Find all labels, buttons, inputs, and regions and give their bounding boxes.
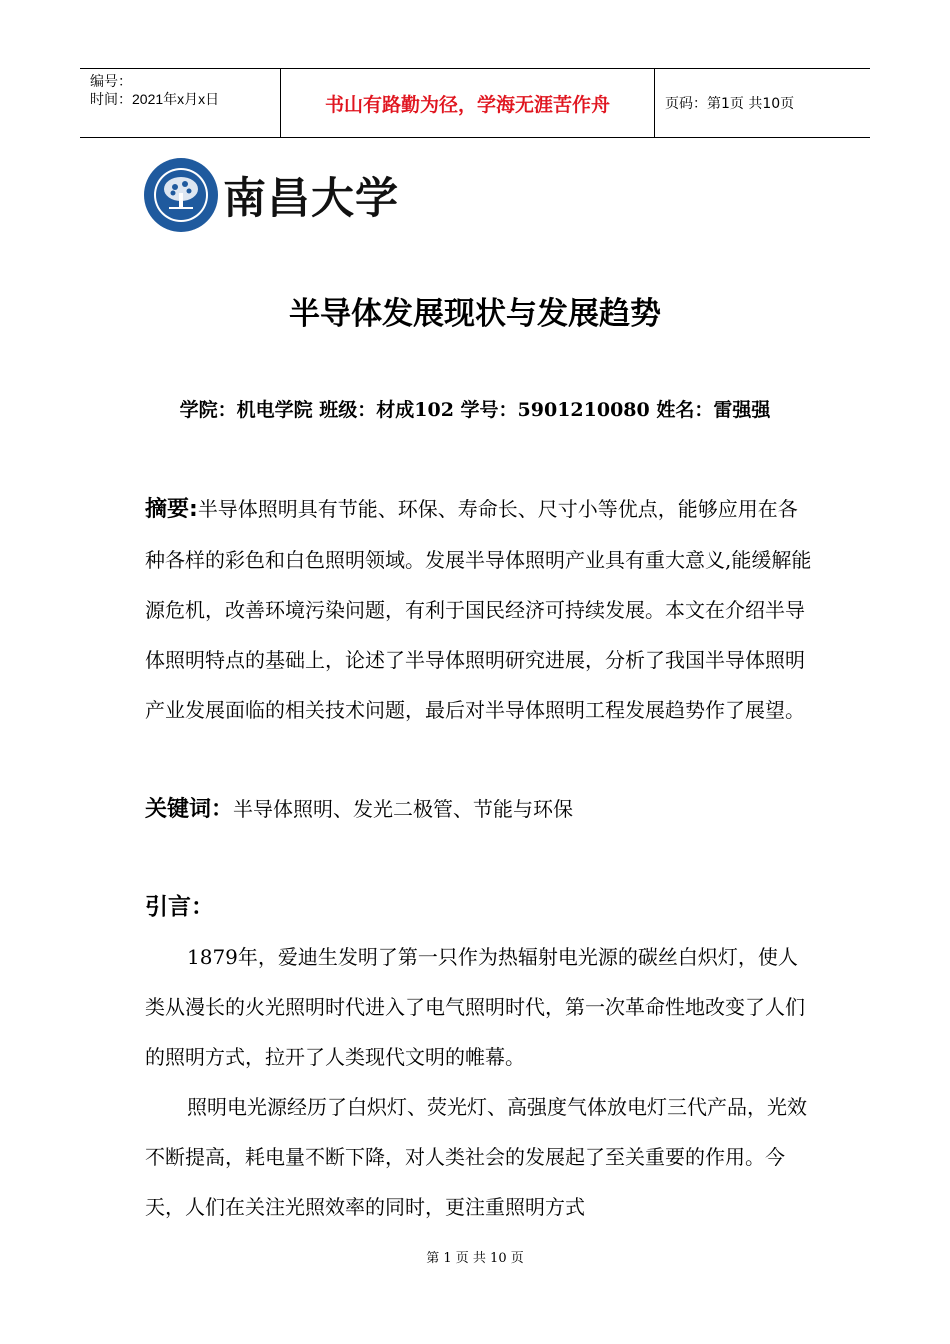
university-logo	[143, 155, 399, 235]
document-header	[80, 68, 870, 138]
university-seal-icon	[143, 157, 219, 233]
abstract-section	[145, 484, 815, 735]
abstract-label: 摘要:	[145, 497, 198, 522]
abstract-text: 半导体照明具有节能、环保、寿命长、尺寸小等优点，能够应用在各种各样的彩色和白色照明领域。发展半导体照明产业具有重大意义,能缓解能源危机，改善环境污染问题，有利于国民经济可持续发展。本文在介绍半导体照明特点的基础上，论述了半导体照明研究进展，分析了我国半导体照明产业发展面临的相关技术问题，最后对半导体照明工程发展趋势作了展望。	[145, 497, 812, 722]
intro-paragraph-1: 1879年，爱迪生发明了第一只作为热辐射电光源的碳丝白炽灯，使人类从漫长的火光照明时代进入了电气照明时代，第一次革命性地改变了人们的照明方式，拉开了人类现代文明的帷幕。	[145, 945, 805, 1069]
author-info: 学院：机电学院 班级：材成102 学号：5901210080 姓名：雷强强	[179, 399, 771, 421]
paper-title: 半导体发展现状与发展趋势	[289, 296, 661, 332]
keywords-label: 关键词：	[145, 797, 234, 822]
header-motto-cell	[280, 69, 655, 137]
intro-heading: 引言：	[145, 894, 214, 920]
keywords-text: 半导体照明、发光二极管、节能与环保	[233, 797, 574, 821]
header-page-info: 页码：第1页 共10页	[665, 96, 795, 112]
header-motto: 书山有路勤为径，学海无涯苦作舟	[324, 93, 610, 116]
university-name: 南昌大学	[223, 173, 399, 224]
page-footer: 第 1 页 共 10 页	[426, 1251, 524, 1266]
header-meta	[80, 69, 280, 137]
keywords-section	[145, 784, 815, 835]
time-label: 时间：2021年x月x日	[90, 91, 220, 107]
intro-paragraph-2: 照明电光源经历了白炽灯、荧光灯、高强度气体放电灯三代产品，光效不断提高，耗电量不断下降，对人类社会的发展起了至关重要的作用。今天，人们在关注光照效率的同时，更注重照明方式	[145, 1095, 807, 1219]
serial-label: 编号：	[90, 73, 132, 89]
